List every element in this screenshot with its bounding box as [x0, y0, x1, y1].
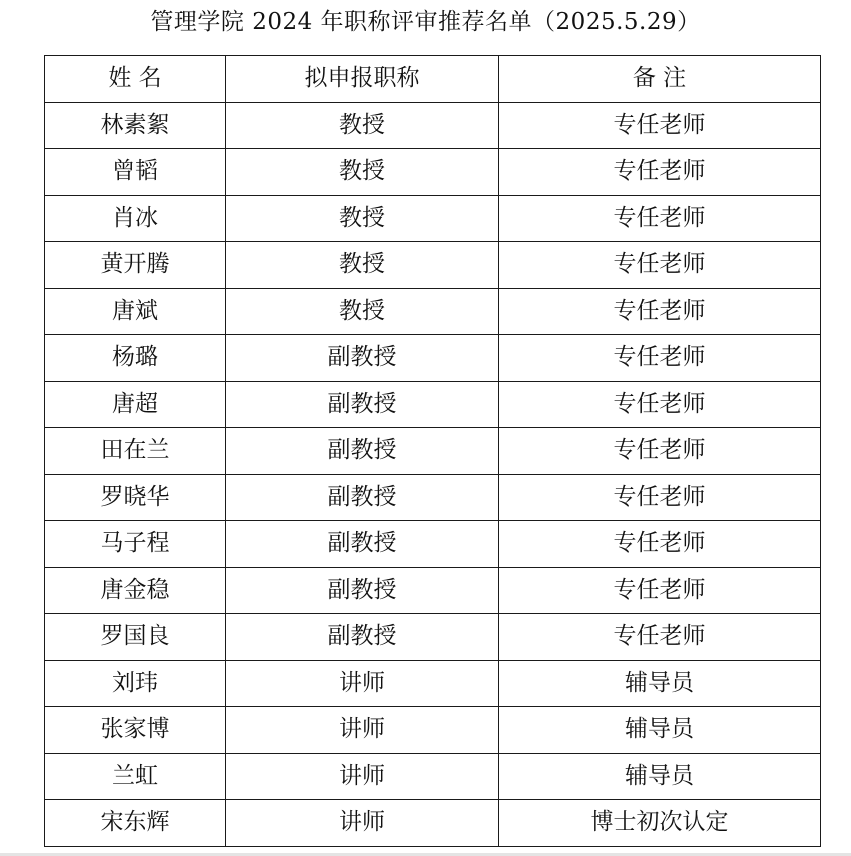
table-row	[45, 149, 821, 196]
cell-note: 专任老师	[499, 242, 821, 289]
cell-note: 专任老师	[499, 102, 821, 149]
cell-note: 专任老师	[499, 567, 821, 614]
cell-name: 兰虹	[45, 753, 226, 800]
table-row	[45, 428, 821, 475]
cell-name: 刘玮	[45, 660, 226, 707]
header-note: 备 注	[499, 56, 821, 103]
cell-proposed-title: 副教授	[226, 614, 499, 661]
nomination-table	[44, 55, 821, 847]
table-row	[45, 800, 821, 847]
cell-note: 专任老师	[499, 614, 821, 661]
cell-proposed-title: 教授	[226, 288, 499, 335]
cell-name: 罗国良	[45, 614, 226, 661]
table-row	[45, 707, 821, 754]
cell-name: 曾韬	[45, 149, 226, 196]
cell-note: 辅导员	[499, 660, 821, 707]
cell-name: 马子程	[45, 521, 226, 568]
cell-note: 专任老师	[499, 149, 821, 196]
cell-proposed-title: 副教授	[226, 474, 499, 521]
cell-proposed-title: 教授	[226, 102, 499, 149]
cell-proposed-title: 副教授	[226, 567, 499, 614]
cell-proposed-title: 教授	[226, 149, 499, 196]
table-row	[45, 195, 821, 242]
cell-note: 专任老师	[499, 288, 821, 335]
cell-proposed-title: 讲师	[226, 707, 499, 754]
cell-name: 唐斌	[45, 288, 226, 335]
cell-note: 博士初次认定	[499, 800, 821, 847]
cell-name: 林素絮	[45, 102, 226, 149]
cell-proposed-title: 副教授	[226, 521, 499, 568]
cell-note: 专任老师	[499, 381, 821, 428]
cell-note: 专任老师	[499, 335, 821, 382]
table-row	[45, 335, 821, 382]
header-proposed-title: 拟申报职称	[226, 56, 499, 103]
cell-name: 田在兰	[45, 428, 226, 475]
cell-name: 唐超	[45, 381, 226, 428]
table-row	[45, 614, 821, 661]
cell-proposed-title: 副教授	[226, 335, 499, 382]
cell-name: 张家博	[45, 707, 226, 754]
table-row	[45, 474, 821, 521]
cell-note: 辅导员	[499, 707, 821, 754]
cell-proposed-title: 教授	[226, 195, 499, 242]
cell-name: 黄开腾	[45, 242, 226, 289]
cell-proposed-title: 副教授	[226, 428, 499, 475]
cell-proposed-title: 讲师	[226, 800, 499, 847]
cell-name: 肖冰	[45, 195, 226, 242]
table-row	[45, 567, 821, 614]
table-row	[45, 102, 821, 149]
table-row	[45, 242, 821, 289]
cell-name: 唐金稳	[45, 567, 226, 614]
table-row	[45, 521, 821, 568]
cell-proposed-title: 讲师	[226, 753, 499, 800]
header-name: 姓 名	[45, 56, 226, 103]
table-row	[45, 381, 821, 428]
cell-proposed-title: 教授	[226, 242, 499, 289]
table-header-row	[45, 56, 821, 103]
cell-proposed-title: 讲师	[226, 660, 499, 707]
table-row	[45, 660, 821, 707]
cell-name: 杨璐	[45, 335, 226, 382]
cell-note: 专任老师	[499, 474, 821, 521]
cell-name: 宋东辉	[45, 800, 226, 847]
table-row	[45, 288, 821, 335]
cell-proposed-title: 副教授	[226, 381, 499, 428]
table-row	[45, 753, 821, 800]
cell-note: 专任老师	[499, 521, 821, 568]
cell-note: 专任老师	[499, 195, 821, 242]
cell-name: 罗晓华	[45, 474, 226, 521]
cell-note: 专任老师	[499, 428, 821, 475]
cell-note: 辅导员	[499, 753, 821, 800]
document-title: 管理学院 2024 年职称评审推荐名单（2025.5.29）	[150, 9, 701, 35]
